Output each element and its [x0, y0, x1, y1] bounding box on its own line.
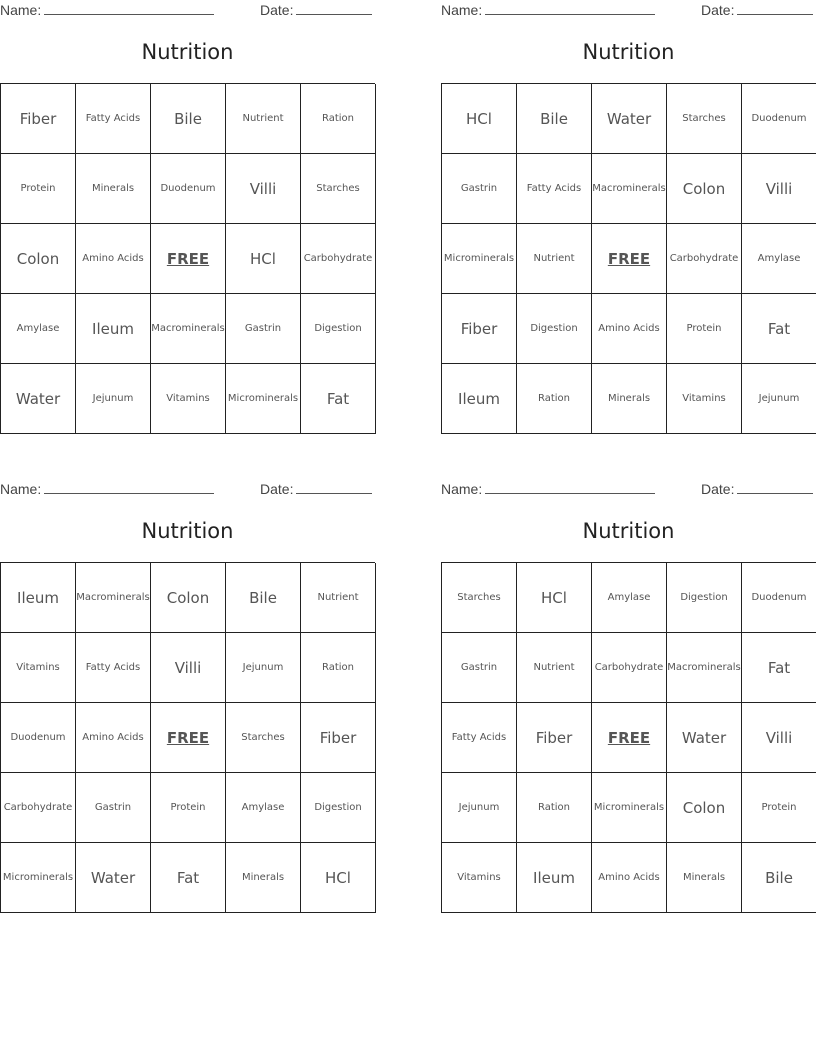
bingo-cell[interactable]: Fiber — [1, 84, 76, 154]
bingo-cell[interactable]: Bile — [151, 84, 226, 154]
date-field[interactable] — [701, 2, 813, 18]
bingo-cell[interactable]: Ileum — [442, 364, 517, 434]
bingo-cell[interactable]: Villi — [742, 703, 816, 773]
bingo-cell[interactable]: Minerals — [667, 843, 742, 913]
date-field[interactable] — [701, 481, 813, 497]
bingo-cell[interactable]: Minerals — [226, 843, 301, 913]
date-label: Date: — [260, 2, 294, 18]
bingo-cell[interactable]: Ration — [517, 773, 592, 843]
date-blank-line[interactable] — [737, 2, 813, 15]
bingo-cell[interactable]: Fat — [301, 364, 376, 434]
bingo-card — [441, 0, 816, 432]
name-field[interactable] — [441, 2, 655, 18]
bingo-cell[interactable]: Minerals — [76, 154, 151, 224]
date-blank-line[interactable] — [296, 481, 372, 494]
bingo-cell[interactable]: Microminerals — [1, 843, 76, 913]
name-blank-line[interactable] — [485, 481, 655, 494]
name-field[interactable] — [441, 481, 655, 497]
bingo-cell[interactable]: Carbohydrate — [592, 633, 667, 703]
bingo-cell[interactable]: Nutrient — [517, 224, 592, 294]
bingo-cell[interactable]: Fatty Acids — [76, 633, 151, 703]
card-title: Nutrition — [582, 519, 675, 543]
bingo-cell[interactable]: Villi — [742, 154, 816, 224]
bingo-cell[interactable]: Protein — [151, 773, 226, 843]
bingo-cell[interactable]: Protein — [1, 154, 76, 224]
bingo-cell[interactable]: Amylase — [1, 294, 76, 364]
bingo-cell[interactable]: HCl — [442, 84, 517, 154]
bingo-cell[interactable]: Fat — [742, 633, 816, 703]
bingo-cell[interactable]: Vitamins — [1, 633, 76, 703]
bingo-cell[interactable]: Macrominerals — [76, 563, 151, 633]
name-date-row — [441, 2, 816, 20]
bingo-cell[interactable]: Water — [76, 843, 151, 913]
bingo-cell[interactable]: Protein — [742, 773, 816, 843]
bingo-cell[interactable]: Carbohydrate — [1, 773, 76, 843]
bingo-cell[interactable]: Starches — [301, 154, 376, 224]
bingo-cell[interactable]: Bile — [517, 84, 592, 154]
bingo-cell[interactable]: Colon — [1, 224, 76, 294]
bingo-cell[interactable]: Amino Acids — [76, 703, 151, 773]
name-label: Name: — [0, 2, 42, 18]
name-label: Name: — [0, 481, 42, 497]
bingo-cell[interactable]: Gastrin — [226, 294, 301, 364]
bingo-cell[interactable]: Nutrient — [517, 633, 592, 703]
bingo-grid — [441, 562, 816, 913]
free-space-cell[interactable]: FREE — [151, 224, 226, 294]
free-space-cell[interactable]: FREE — [592, 703, 667, 773]
date-label: Date: — [701, 2, 735, 18]
date-label: Date: — [260, 481, 294, 497]
bingo-cell[interactable]: Water — [592, 84, 667, 154]
bingo-cell[interactable]: Macrominerals — [151, 294, 226, 364]
bingo-cell[interactable]: Amylase — [742, 224, 816, 294]
card-title: Nutrition — [141, 40, 234, 64]
date-label: Date: — [701, 481, 735, 497]
bingo-cell[interactable]: Villi — [151, 633, 226, 703]
bingo-cell[interactable]: Digestion — [667, 563, 742, 633]
bingo-cell[interactable]: Bile — [742, 843, 816, 913]
name-label: Name: — [441, 481, 483, 497]
bingo-cell[interactable]: Bile — [226, 563, 301, 633]
bingo-cell[interactable]: Fiber — [301, 703, 376, 773]
bingo-grid — [441, 83, 816, 434]
bingo-cell[interactable]: Gastrin — [76, 773, 151, 843]
bingo-cell[interactable]: Water — [667, 703, 742, 773]
bingo-cell[interactable]: Fiber — [442, 294, 517, 364]
bingo-cell[interactable]: Villi — [226, 154, 301, 224]
bingo-cell[interactable]: Water — [1, 364, 76, 434]
bingo-cell[interactable]: Microminerals — [592, 773, 667, 843]
bingo-cell[interactable]: Digestion — [301, 294, 376, 364]
date-field[interactable] — [260, 481, 372, 497]
bingo-cell[interactable]: Colon — [667, 154, 742, 224]
bingo-cell[interactable]: Fatty Acids — [76, 84, 151, 154]
bingo-cell[interactable]: Amino Acids — [592, 294, 667, 364]
bingo-cell[interactable]: Ration — [301, 84, 376, 154]
name-blank-line[interactable] — [485, 2, 655, 15]
bingo-grid — [0, 562, 375, 913]
bingo-cell[interactable]: Minerals — [592, 364, 667, 434]
bingo-cell[interactable]: Ileum — [76, 294, 151, 364]
bingo-cell[interactable]: Fatty Acids — [442, 703, 517, 773]
bingo-cell[interactable]: Colon — [667, 773, 742, 843]
bingo-grid — [0, 83, 375, 434]
bingo-cell[interactable]: Microminerals — [442, 224, 517, 294]
free-space-cell[interactable]: FREE — [592, 224, 667, 294]
date-field[interactable] — [260, 2, 372, 18]
bingo-cell[interactable]: Macrominerals — [592, 154, 667, 224]
bingo-cell[interactable]: Starches — [226, 703, 301, 773]
bingo-cell[interactable]: Digestion — [517, 294, 592, 364]
name-blank-line[interactable] — [44, 481, 214, 494]
bingo-cell[interactable]: Nutrient — [226, 84, 301, 154]
bingo-cell[interactable]: Starches — [667, 84, 742, 154]
name-date-row — [0, 481, 375, 499]
bingo-cell[interactable]: Ileum — [517, 843, 592, 913]
bingo-cell[interactable]: Microminerals — [226, 364, 301, 434]
name-field[interactable] — [0, 481, 214, 497]
bingo-cell[interactable]: Amylase — [592, 563, 667, 633]
bingo-cell[interactable]: Fat — [151, 843, 226, 913]
free-space-cell[interactable]: FREE — [151, 703, 226, 773]
bingo-cell[interactable]: Duodenum — [1, 703, 76, 773]
bingo-cell[interactable]: Jejunum — [442, 773, 517, 843]
bingo-cell[interactable]: Amylase — [226, 773, 301, 843]
bingo-card — [0, 0, 375, 432]
bingo-cell[interactable]: Digestion — [301, 773, 376, 843]
bingo-cell[interactable]: Starches — [442, 563, 517, 633]
name-date-row — [441, 481, 816, 499]
bingo-cell[interactable]: HCl — [226, 224, 301, 294]
bingo-cell[interactable]: Vitamins — [667, 364, 742, 434]
bingo-cell[interactable]: Fiber — [517, 703, 592, 773]
bingo-cell[interactable]: Vitamins — [151, 364, 226, 434]
bingo-cell[interactable]: Ileum — [1, 563, 76, 633]
bingo-cell[interactable]: Jejunum — [76, 364, 151, 434]
name-field[interactable] — [0, 2, 214, 18]
date-blank-line[interactable] — [737, 481, 813, 494]
card-title: Nutrition — [582, 40, 675, 64]
bingo-cell[interactable]: Protein — [667, 294, 742, 364]
bingo-cell[interactable]: Colon — [151, 563, 226, 633]
name-date-row — [0, 2, 375, 20]
bingo-card — [441, 479, 816, 911]
bingo-cell[interactable]: Gastrin — [442, 633, 517, 703]
name-label: Name: — [441, 2, 483, 18]
bingo-cell[interactable]: Macrominerals — [667, 633, 742, 703]
card-title: Nutrition — [141, 519, 234, 543]
bingo-cell[interactable]: Ration — [517, 364, 592, 434]
bingo-cell[interactable]: Amino Acids — [76, 224, 151, 294]
bingo-cell[interactable]: Vitamins — [442, 843, 517, 913]
bingo-cell[interactable]: Fatty Acids — [517, 154, 592, 224]
name-blank-line[interactable] — [44, 2, 214, 15]
bingo-cell[interactable]: Amino Acids — [592, 843, 667, 913]
bingo-cell[interactable]: Duodenum — [742, 563, 816, 633]
bingo-card — [0, 479, 375, 911]
bingo-cell[interactable]: Ration — [301, 633, 376, 703]
bingo-cell[interactable]: Gastrin — [442, 154, 517, 224]
bingo-cell[interactable]: Carbohydrate — [667, 224, 742, 294]
bingo-cell[interactable]: Fat — [742, 294, 816, 364]
bingo-cell[interactable]: Carbohydrate — [301, 224, 376, 294]
bingo-cell[interactable]: Jejunum — [226, 633, 301, 703]
bingo-cell[interactable]: HCl — [517, 563, 592, 633]
bingo-cell[interactable]: Jejunum — [742, 364, 816, 434]
bingo-cell[interactable]: Duodenum — [151, 154, 226, 224]
date-blank-line[interactable] — [296, 2, 372, 15]
bingo-cell[interactable]: HCl — [301, 843, 376, 913]
bingo-cell[interactable]: Duodenum — [742, 84, 816, 154]
bingo-cell[interactable]: Nutrient — [301, 563, 376, 633]
